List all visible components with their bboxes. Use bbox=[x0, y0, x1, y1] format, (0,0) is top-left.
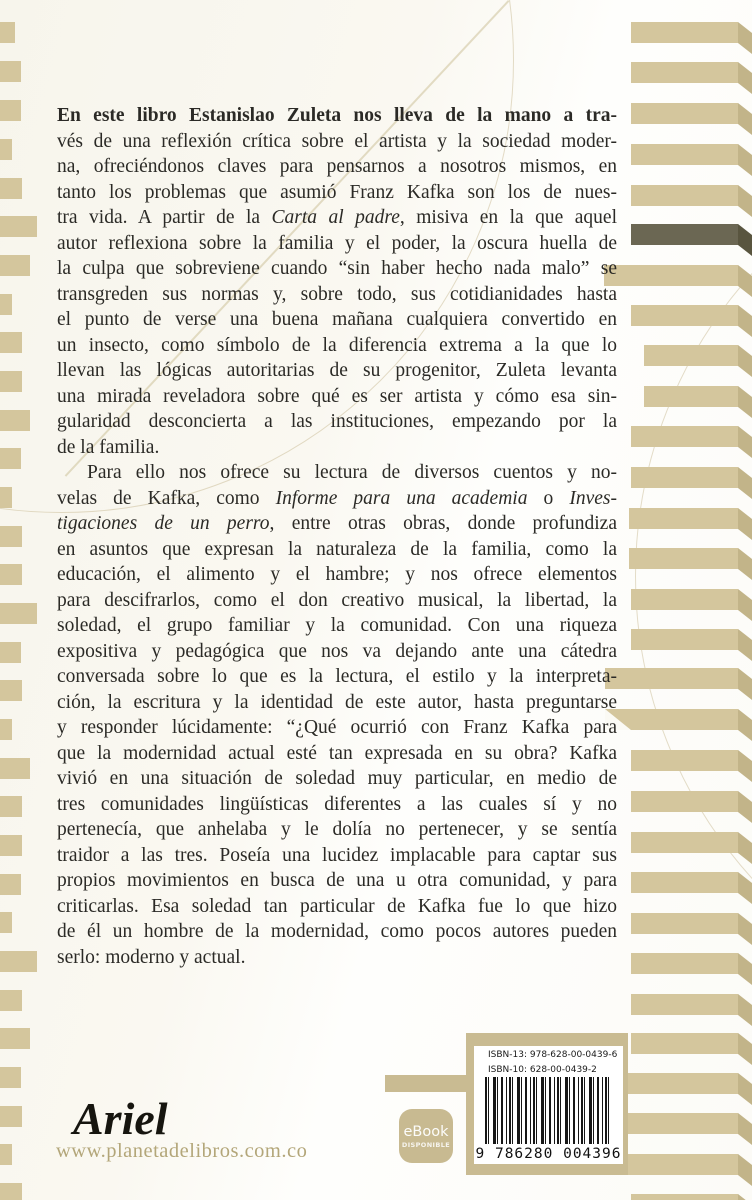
barcode-number: 9 786280 004396 bbox=[475, 1146, 622, 1162]
left-stripe bbox=[0, 371, 22, 392]
right-stripe bbox=[629, 508, 738, 529]
stripe-fold bbox=[738, 953, 752, 985]
barcode-panel-arm bbox=[385, 1075, 467, 1092]
publisher-logo: Ariel bbox=[73, 1093, 168, 1144]
text-line: en asuntos que expresan la naturaleza de la familia, como la bbox=[57, 538, 617, 560]
left-stripe bbox=[0, 603, 37, 624]
text-line: educación, el alimento y el hambre; y nos ofrece elementos bbox=[57, 564, 617, 585]
text-line: velas de Kafka, como Informe para una academia o Inves- bbox=[57, 487, 618, 509]
left-stripe bbox=[0, 255, 30, 276]
right-stripe bbox=[631, 426, 738, 447]
left-stripe bbox=[0, 874, 21, 895]
right-stripe bbox=[631, 22, 738, 43]
text-line: serlo: moderno y actual. bbox=[57, 946, 246, 968]
right-stripe bbox=[631, 832, 738, 853]
text-line: para descifrarlos, como el don creativo musical, la libertad, la bbox=[57, 589, 617, 611]
stripe-fold bbox=[738, 1073, 752, 1105]
text-line: pertenecía, que anhelaba y le dolía no pertenecer, y se sentía bbox=[57, 819, 617, 840]
right-stripe bbox=[631, 589, 738, 610]
left-stripe bbox=[0, 1028, 30, 1049]
text-line: tres comunidades lingüísticas diferentes a las cuales sí y no bbox=[57, 793, 617, 815]
isbn13-text: ISBN-13: 978-628-00-0439-6 bbox=[488, 1050, 618, 1060]
right-stripe bbox=[631, 791, 738, 812]
right-stripe bbox=[631, 1194, 738, 1200]
stripe-fold bbox=[738, 994, 752, 1026]
left-stripe bbox=[0, 951, 37, 972]
left-stripe bbox=[0, 796, 22, 817]
text-line: llevan las lógicas autoritarias de su progenitor, Zuleta levanta bbox=[57, 360, 617, 381]
text-line: vés de una reflexión crítica sobre el artista y la sociedad moder- bbox=[57, 130, 617, 152]
right-stripe bbox=[631, 185, 738, 206]
text-line: criticarlas. Esa soledad tan particular de Kafka fue lo que hizo bbox=[57, 895, 617, 917]
left-stripe bbox=[0, 139, 12, 160]
publisher-website: www.planetadelibros.com.co bbox=[56, 1140, 308, 1162]
left-stripe bbox=[0, 1144, 12, 1165]
left-stripe bbox=[0, 564, 22, 585]
stripe-fold bbox=[738, 62, 752, 94]
ebook-badge-title: eBook bbox=[403, 1123, 449, 1140]
text-line: vivió en una situación de soledad muy particular, en medio de bbox=[57, 768, 617, 789]
left-stripe bbox=[0, 680, 22, 701]
ebook-badge-subtitle: DISPONIBLE bbox=[401, 1140, 451, 1149]
stripe-fold bbox=[738, 185, 752, 217]
text-line: que la modernidad actual esté tan expresada en su obra? Kafka bbox=[57, 742, 617, 764]
left-stripe bbox=[0, 487, 12, 508]
right-stripe-dark bbox=[631, 224, 738, 245]
right-stripe bbox=[629, 548, 738, 569]
left-stripe bbox=[0, 835, 22, 856]
text-line: En este libro Estanislao Zuleta nos lleva de la mano a tra- bbox=[57, 105, 617, 126]
text-line: autor reflexiona sobre la familia y el poder, la oscura huella de bbox=[57, 232, 617, 254]
text-line: la culpa que sobreviene cuando “sin haber hecho nada malo” se bbox=[57, 258, 617, 279]
right-stripe bbox=[631, 629, 738, 650]
left-stripe bbox=[0, 526, 22, 547]
left-stripe bbox=[0, 990, 22, 1011]
back-cover-text bbox=[57, 103, 617, 970]
barcode-label bbox=[474, 1046, 623, 1164]
stripe-fold bbox=[738, 1113, 752, 1145]
left-stripe bbox=[0, 332, 22, 353]
text-line: na, ofreciéndonos claves para pensarnos a nosotros mismos, en bbox=[57, 156, 617, 177]
text-line: de la familia. bbox=[57, 436, 160, 458]
right-stripe bbox=[631, 872, 738, 893]
text-line: Para ello nos ofrece su lectura de diversos cuentos y no- bbox=[87, 462, 617, 483]
right-stripe bbox=[631, 913, 738, 934]
right-stripe bbox=[628, 1113, 738, 1134]
text-line: de él un hombre de la modernidad, como pocos autores pueden bbox=[57, 921, 617, 942]
left-stripe bbox=[0, 61, 21, 82]
left-stripe bbox=[0, 216, 37, 237]
text-line: una mirada reveladora sobre qué es ser artista y cómo esa sin- bbox=[57, 385, 617, 407]
right-stripe bbox=[631, 994, 738, 1015]
left-stripe bbox=[0, 642, 21, 663]
text-line: tra vida. A partir de la Carta al padre, misiva en la que aquel bbox=[57, 207, 618, 228]
left-stripe bbox=[0, 178, 22, 199]
left-stripe bbox=[0, 1067, 21, 1088]
right-stripe bbox=[628, 1154, 738, 1175]
text-line: el punto de verse una buena mañana cualquiera convertido en bbox=[57, 309, 617, 330]
stripe-fold bbox=[738, 913, 752, 945]
isbn10-text: ISBN-10: 628-00-0439-2 bbox=[488, 1064, 597, 1075]
text-line: ción, la escritura y la identidad de este autor, hasta preguntarse bbox=[57, 691, 617, 713]
left-stripe bbox=[0, 100, 21, 121]
left-stripe bbox=[0, 1183, 22, 1200]
text-line: expositiva y pedagógica que nos va dejando ante una cátedra bbox=[57, 640, 617, 662]
right-stripe bbox=[631, 467, 738, 488]
text-line: tigaciones de un perro, entre otras obras, donde profundiza bbox=[57, 513, 617, 534]
right-stripe bbox=[644, 345, 738, 366]
stripe-fold bbox=[738, 144, 752, 176]
text-line: propios movimientos en busca de una u otra comunidad, y para bbox=[57, 870, 617, 891]
text-line: tanto los problemas que asumió Franz Kafka son los de nues- bbox=[57, 181, 617, 203]
stripe-fold bbox=[738, 103, 752, 135]
right-stripe bbox=[631, 750, 738, 771]
stripe-fold bbox=[738, 224, 752, 256]
right-stripe bbox=[604, 265, 738, 286]
right-stripe bbox=[605, 709, 738, 730]
left-stripe bbox=[0, 719, 12, 740]
right-stripe bbox=[631, 305, 738, 326]
left-stripe bbox=[0, 22, 15, 43]
right-stripe bbox=[631, 103, 738, 124]
right-stripe bbox=[628, 1073, 738, 1094]
left-stripe bbox=[0, 294, 12, 315]
text-line: y responder lúcidamente: “¿Qué ocurrió con Franz Kafka para bbox=[57, 717, 617, 738]
stripe-fold bbox=[738, 1194, 752, 1200]
text-line: gularidad desconcierta a las instituciones, empezando por la bbox=[57, 411, 617, 432]
text-line: un insecto, como símbolo de la diferencia extrema a la que lo bbox=[57, 334, 617, 356]
text-line: traidor a las tres. Poseía una lucidez implacable para captar sus bbox=[57, 844, 617, 866]
text-line: soledad, el grupo familiar y la comunidad. Con una riqueza bbox=[57, 615, 617, 636]
text-line: conversada sobre lo que es la lectura, el estilo y la interpreta- bbox=[57, 666, 617, 687]
stripe-fold bbox=[738, 1154, 752, 1186]
left-stripe bbox=[0, 1106, 22, 1127]
right-stripe bbox=[605, 668, 738, 689]
left-stripe bbox=[0, 758, 30, 779]
left-stripe bbox=[0, 410, 30, 431]
stripe-fold bbox=[738, 1033, 752, 1065]
right-stripe bbox=[631, 62, 738, 83]
right-stripe bbox=[644, 386, 738, 407]
right-stripe bbox=[631, 1033, 738, 1054]
left-stripe bbox=[0, 448, 21, 469]
right-stripe bbox=[631, 144, 738, 165]
left-stripe bbox=[0, 912, 12, 933]
stripe-fold bbox=[738, 22, 752, 54]
ebook-badge bbox=[399, 1109, 453, 1163]
text-line: transgreden sus normas y, sobre todo, sus cotidianidades hasta bbox=[57, 283, 617, 305]
barcode-bars bbox=[485, 1077, 613, 1144]
right-stripe bbox=[631, 953, 738, 974]
